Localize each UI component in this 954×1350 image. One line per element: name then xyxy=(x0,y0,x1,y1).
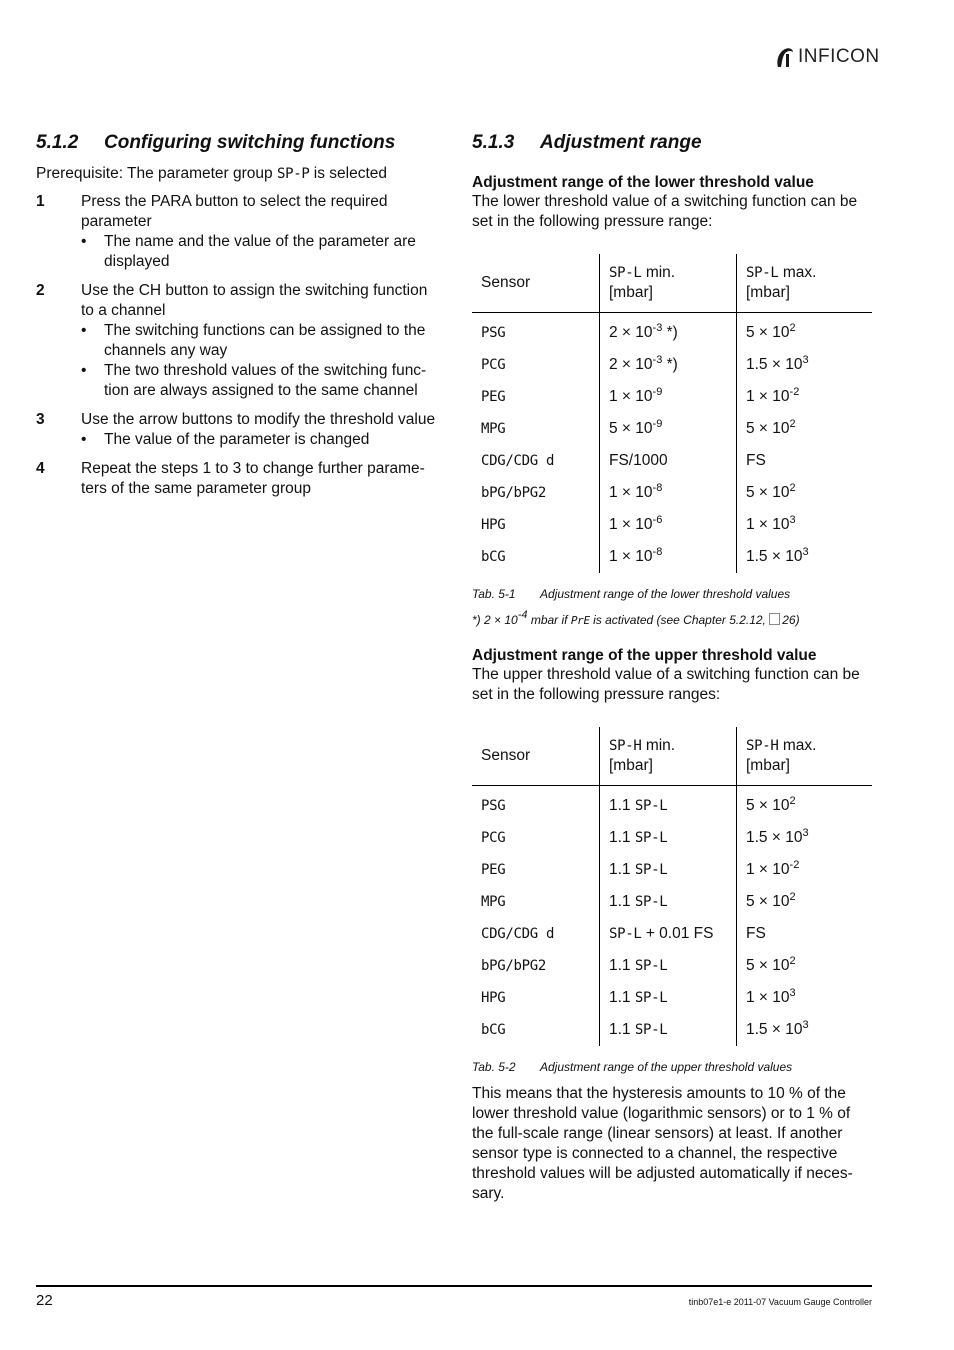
min-code: SP-L xyxy=(634,798,668,814)
value-base: 1.5 × 10 xyxy=(746,829,803,846)
value-exponent: 2 xyxy=(789,891,796,903)
value-base: 1 × 10 xyxy=(746,989,790,1006)
value-exponent: -8 xyxy=(652,482,663,494)
value-exponent: 2 xyxy=(789,482,796,494)
sensor-name: bPG/bPG2 xyxy=(481,485,547,501)
min-cell xyxy=(600,445,737,477)
section-heading-5-1-3 xyxy=(472,131,702,155)
step-text: Use the arrow buttons to modify the threshold value xyxy=(81,411,436,428)
table-row xyxy=(472,313,872,350)
step-list xyxy=(36,192,438,508)
value-base: 5 × 10 xyxy=(746,893,790,910)
section-number: 5.1.2 xyxy=(36,132,79,153)
step-text: Repeat the steps 1 to 3 to change further parame- ters of the same parameter group xyxy=(81,460,425,497)
step-4 xyxy=(36,459,438,499)
min-cell xyxy=(600,413,737,445)
value-exponent: 2 xyxy=(789,418,796,430)
step-2 xyxy=(36,281,438,401)
sensor-cell xyxy=(472,918,600,950)
value-exponent: 3 xyxy=(802,827,809,839)
inficon-logo xyxy=(773,46,880,68)
value-exponent: -6 xyxy=(652,514,663,526)
prerequisite-tail: is selected xyxy=(313,165,388,182)
min-code: SP-L xyxy=(634,958,668,974)
min-cell xyxy=(600,886,737,918)
table-row xyxy=(472,541,872,573)
step-number: 1 xyxy=(36,193,45,210)
logo-text: INFICON xyxy=(798,46,880,67)
min-code: SP-L xyxy=(634,894,668,910)
step-text: Use the CH button to assign the switching function to a channel xyxy=(81,282,428,319)
min-cell xyxy=(600,786,737,823)
table-row xyxy=(472,349,872,381)
table-row xyxy=(472,886,872,918)
min-prefix: 1.1 xyxy=(609,797,635,814)
max-cell xyxy=(737,349,873,381)
min-cell xyxy=(600,477,737,509)
min-prefix: 1.1 xyxy=(609,861,635,878)
upper-threshold-intro: The upper threshold value of a switching function can be set in the following pressure ranges: xyxy=(472,666,860,703)
sensor-cell xyxy=(472,950,600,982)
value-exponent: 3 xyxy=(789,514,796,526)
section-title: Adjustment range xyxy=(540,132,702,153)
section-number: 5.1.3 xyxy=(472,132,515,153)
step-3 xyxy=(36,410,438,450)
lower-threshold-intro: The lower threshold value of a switching function can be set in the following pressure range: xyxy=(472,193,858,230)
sensor-cell xyxy=(472,313,600,350)
max-cell xyxy=(737,950,873,982)
sensor-name: PSG xyxy=(481,325,506,341)
value-exponent: -9 xyxy=(652,418,663,430)
value-base: 1.5 × 10 xyxy=(746,548,803,565)
sensor-name: PEG xyxy=(481,389,506,405)
max-cell xyxy=(737,854,873,886)
inficon-logo-icon xyxy=(773,46,795,68)
sensor-cell xyxy=(472,509,600,541)
table-header-row xyxy=(472,254,872,313)
section-title: Configuring switching functions xyxy=(104,132,396,153)
value-exponent: 2 xyxy=(789,795,796,807)
min-prefix: 1.1 xyxy=(609,829,635,846)
parameter-group-code: SP-P xyxy=(276,166,310,182)
value-base: 1 × 10 xyxy=(746,388,790,405)
header-sensor: Sensor xyxy=(472,254,600,313)
table-row xyxy=(472,982,872,1014)
min-cell xyxy=(600,950,737,982)
step-number: 4 xyxy=(36,460,45,477)
table-row xyxy=(472,950,872,982)
max-cell xyxy=(737,822,873,854)
sensor-name: PCG xyxy=(481,830,506,846)
value-base: 1.5 × 10 xyxy=(746,1021,803,1038)
min-code: SP-L xyxy=(634,862,668,878)
table-row xyxy=(472,1014,872,1046)
table-row xyxy=(472,381,872,413)
sensor-name: PSG xyxy=(481,798,506,814)
value-base: 1 × 10 xyxy=(609,484,653,501)
value-exponent: -2 xyxy=(789,386,800,398)
min-cell xyxy=(600,313,737,350)
value-base: 5 × 10 xyxy=(609,420,653,437)
book-icon xyxy=(769,613,780,625)
min-prefix: 1.1 xyxy=(609,893,635,910)
step-number: 3 xyxy=(36,411,45,428)
value-base: 5 × 10 xyxy=(746,484,790,501)
footer-meta: tinb07e1-e 2011-07 Vacuum Gauge Controller xyxy=(688,1297,872,1307)
step-text: Press the PARA button to select the required parameter xyxy=(81,193,388,230)
min-code: SP-L xyxy=(634,990,668,1006)
value-base: 1 × 10 xyxy=(746,861,790,878)
max-cell xyxy=(737,381,873,413)
step-bullet: • The value of the parameter is changed xyxy=(81,431,370,448)
table-header-row xyxy=(472,727,872,786)
table-row xyxy=(472,445,872,477)
sensor-name: bCG xyxy=(481,549,506,565)
sensor-name: HPG xyxy=(481,990,506,1006)
table-row xyxy=(472,822,872,854)
value-exponent: 3 xyxy=(802,354,809,366)
min-code: SP-L xyxy=(609,926,642,942)
step-1 xyxy=(36,192,438,272)
sensor-name: bCG xyxy=(481,1022,506,1038)
min-cell xyxy=(600,1014,737,1046)
table-footnote: *) $2 \times 10^{-4}$ mbar if PrE is activated (see Chapter 5.2.12, 26) xyxy=(472,609,800,627)
max-cell xyxy=(737,786,873,823)
sensor-name: PCG xyxy=(481,357,506,373)
value-base: FS xyxy=(746,925,766,942)
value-base: FS xyxy=(746,452,766,469)
max-cell xyxy=(737,918,873,950)
section-heading-5-1-2 xyxy=(36,131,395,155)
table-row xyxy=(472,509,872,541)
max-cell xyxy=(737,413,873,445)
min-cell xyxy=(600,822,737,854)
table-row xyxy=(472,786,872,823)
sensor-name: CDG/CDG d xyxy=(481,926,555,942)
max-cell xyxy=(737,982,873,1014)
sensor-cell xyxy=(472,349,600,381)
header-max: SP-H max. [mbar] xyxy=(737,727,873,786)
value-base: 1 × 10 xyxy=(609,516,653,533)
value-base: 1 × 10 xyxy=(746,516,790,533)
value-base: FS/1000 xyxy=(609,452,668,469)
table-row xyxy=(472,918,872,950)
value-base: 5 × 10 xyxy=(746,324,790,341)
value-suffix: *) xyxy=(662,324,678,341)
max-cell xyxy=(737,477,873,509)
sensor-cell xyxy=(472,477,600,509)
step-number: 2 xyxy=(36,282,45,299)
value-exponent: -9 xyxy=(652,386,663,398)
min-cell xyxy=(600,854,737,886)
value-exponent: 3 xyxy=(802,546,809,558)
max-cell xyxy=(737,313,873,350)
sensor-name: MPG xyxy=(481,894,506,910)
sensor-cell xyxy=(472,413,600,445)
value-exponent: 2 xyxy=(789,955,796,967)
min-cell xyxy=(600,349,737,381)
sensor-cell xyxy=(472,381,600,413)
closing-paragraph: This means that the hysteresis amounts to 10 % of the lower threshold value (logarithmic sensors) or to 1 % of the full-scale range (linear sensors) at least. If another sensor type is connected to a channel, the respective threshold values will be adjusted automatically if neces- sary. xyxy=(472,1085,853,1202)
value-base: 2 × 10 xyxy=(609,356,653,373)
page-number: 22 xyxy=(36,1292,53,1309)
prerequisite-text: Prerequisite: The parameter group xyxy=(36,165,273,182)
max-cell xyxy=(737,509,873,541)
prerequisite-line xyxy=(36,164,438,184)
table-caption-5-1: Tab. 5-1 Adjustment range of the lower threshold values xyxy=(472,587,791,601)
sensor-cell xyxy=(472,541,600,573)
upper-threshold-table xyxy=(472,727,872,1046)
value-base: 1 × 10 xyxy=(609,548,653,565)
min-prefix: 1.1 xyxy=(609,989,635,1006)
value-exponent: 3 xyxy=(789,987,796,999)
sensor-cell xyxy=(472,822,600,854)
sensor-name: CDG/CDG d xyxy=(481,453,555,469)
value-exponent: -3 xyxy=(652,354,663,366)
value-exponent: 3 xyxy=(802,1019,809,1031)
min-prefix: 1.1 xyxy=(609,957,635,974)
sensor-cell xyxy=(472,982,600,1014)
upper-threshold-heading: Adjustment range of the upper threshold value xyxy=(472,647,817,664)
value-exponent: 2 xyxy=(789,322,796,334)
value-exponent: -8 xyxy=(652,546,663,558)
min-prefix: 1.1 xyxy=(609,1021,635,1038)
sensor-cell xyxy=(472,1014,600,1046)
step-bullet: • The name and the value of the parameter are displayed xyxy=(81,233,416,270)
value-exponent: -2 xyxy=(789,859,800,871)
value-base: 2 × 10 xyxy=(609,324,653,341)
header-min: SP-L min. [mbar] xyxy=(600,254,737,313)
table-row xyxy=(472,413,872,445)
max-cell xyxy=(737,1014,873,1046)
min-postfix: + 0.01 FS xyxy=(641,925,714,942)
sensor-cell xyxy=(472,786,600,823)
value-suffix: *) xyxy=(662,356,678,373)
max-cell xyxy=(737,886,873,918)
table-row xyxy=(472,854,872,886)
value-base: 5 × 10 xyxy=(746,957,790,974)
value-base: 5 × 10 xyxy=(746,420,790,437)
max-cell xyxy=(737,541,873,573)
lower-threshold-heading: Adjustment range of the lower threshold value xyxy=(472,174,814,191)
sensor-name: PEG xyxy=(481,862,506,878)
table-row xyxy=(472,477,872,509)
value-base: 5 × 10 xyxy=(746,797,790,814)
max-cell xyxy=(737,445,873,477)
step-bullet: • The switching functions can be assigned to the channels any way xyxy=(81,322,426,359)
min-code: SP-L xyxy=(634,1022,668,1038)
value-base: 1.5 × 10 xyxy=(746,356,803,373)
sensor-cell xyxy=(472,886,600,918)
min-cell xyxy=(600,918,737,950)
header-max: SP-L max. [mbar] xyxy=(737,254,873,313)
lower-threshold-table xyxy=(472,254,872,573)
sensor-cell xyxy=(472,854,600,886)
min-code: SP-L xyxy=(634,830,668,846)
sensor-name: bPG/bPG2 xyxy=(481,958,547,974)
value-base: 1 × 10 xyxy=(609,388,653,405)
min-cell xyxy=(600,509,737,541)
step-bullet: • The two threshold values of the switching func- tion are always assigned to the same channel xyxy=(81,362,427,399)
footer-rule xyxy=(36,1285,872,1287)
value-exponent: -3 xyxy=(652,322,663,334)
header-sensor: Sensor xyxy=(472,727,600,786)
min-cell xyxy=(600,541,737,573)
min-cell xyxy=(600,381,737,413)
sensor-cell xyxy=(472,445,600,477)
sensor-name: HPG xyxy=(481,517,506,533)
min-cell xyxy=(600,982,737,1014)
header-min: SP-H min. [mbar] xyxy=(600,727,737,786)
sensor-name: MPG xyxy=(481,421,506,437)
table-caption-5-2: Tab. 5-2 Adjustment range of the upper threshold values xyxy=(472,1060,793,1074)
